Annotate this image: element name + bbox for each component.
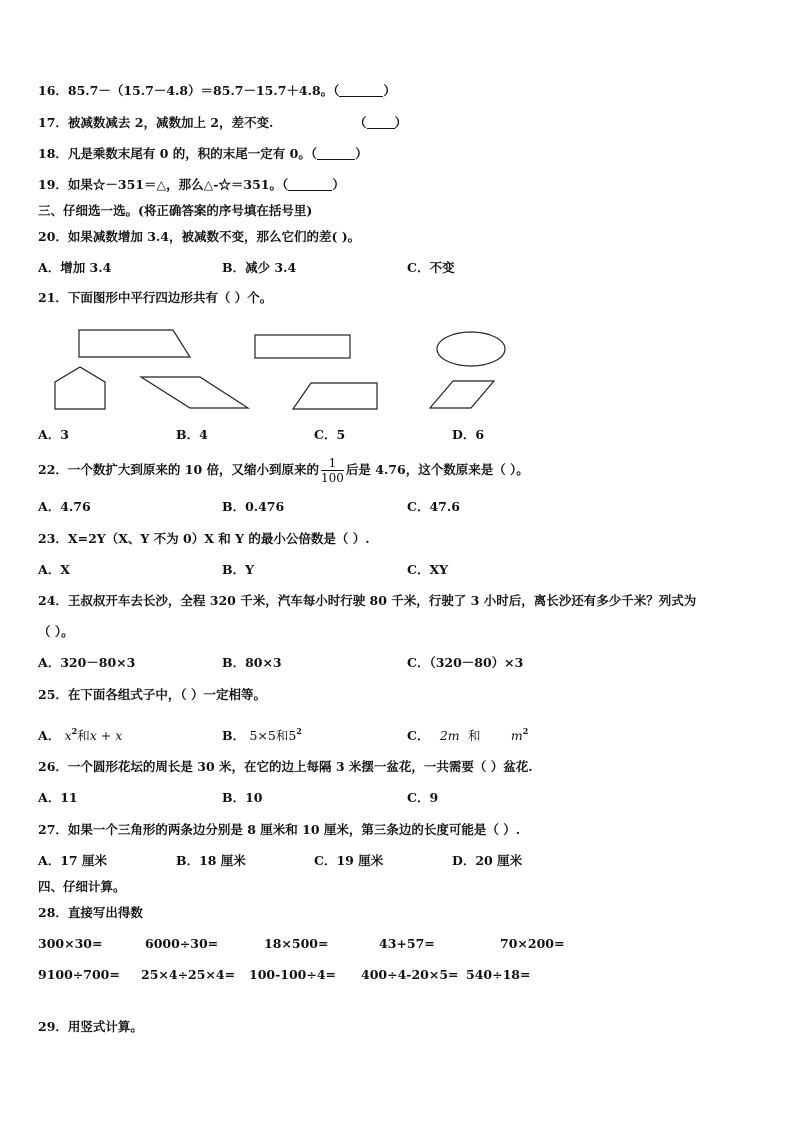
question-17: 17．被减数减去 2，减数加上 2，差不变. （ ）	[38, 115, 408, 130]
question-17-text: 17．被减数减去 2，减数加上 2，差不变.	[38, 115, 274, 130]
trapezoid-shape	[293, 383, 377, 409]
option-b[interactable]: B．80×3	[222, 655, 282, 670]
option-a[interactable]: A．3	[38, 427, 69, 442]
option-a[interactable]: A．17 厘米	[38, 853, 107, 868]
question-29: 29．用竖式计算。	[38, 1019, 143, 1034]
option-b[interactable]: B． 5×5和$5^2$	[222, 726, 302, 743]
question-16-text: 16．85.7－（15.7－4.8）＝85.7－15.7＋4.8。（	[38, 83, 340, 98]
question-22: 22．一个数扩大到原来的 10 倍，又缩小到原来的 $\frac{1}{100}$ 后是 4.76，这个数原来是（ ）。	[38, 456, 529, 485]
option-d[interactable]: D．6	[452, 427, 485, 442]
option-c[interactable]: C． 2m 和 $m^2$	[407, 726, 529, 743]
calc-item: 9100÷700=	[38, 967, 120, 982]
question-24: 24．王叔叔开车去长沙，全程 320 千米，汽车每小时行驶 80 千米，行驶了 3 小时后，离长沙还有多少千米？列式为	[38, 593, 697, 608]
option-b[interactable]: B．Y	[222, 562, 254, 577]
option-c[interactable]: C．不变	[407, 260, 455, 275]
option-c[interactable]: C．19 厘米	[314, 853, 384, 868]
parallelogram-shape-1	[141, 377, 248, 408]
option-c[interactable]: C．47.6	[407, 499, 460, 514]
calc-item: 400÷4-20×5=	[361, 967, 459, 982]
section-3-heading: 三、仔细选一选。(将正确答案的序号填在括号里)	[38, 203, 313, 218]
calc-item: 100-100÷4=	[249, 967, 337, 982]
pentagon-shape	[55, 367, 105, 409]
option-b[interactable]: B．减少 3.4	[222, 260, 297, 275]
option-b[interactable]: B．0.476	[222, 499, 285, 514]
option-a[interactable]: A．X	[38, 562, 70, 577]
question-26: 26．一个圆形花坛的周长是 30 米，在它的边上每隔 3 米摆一盆花，一共需要（ ）盆花.	[38, 759, 533, 774]
option-a[interactable]: A．4.76	[38, 499, 91, 514]
calc-item: 540÷18=	[466, 967, 531, 982]
question-27: 27．如果一个三角形的两条边分别是 8 厘米和 10 厘米，第三条边的长度可能是（ ）.	[38, 822, 521, 837]
option-c[interactable]: C．9	[407, 790, 439, 805]
option-c[interactable]: C．XY	[407, 562, 449, 577]
option-b[interactable]: B．18 厘米	[176, 853, 246, 868]
option-d[interactable]: D．20 厘米	[452, 853, 523, 868]
ellipse-shape	[437, 332, 505, 366]
calc-item: 43+57=	[379, 936, 435, 951]
calc-item: 6000÷30=	[145, 936, 219, 951]
question-20: 20．如果减数增加 3.4，被减数不变，那么它们的差( )。	[38, 229, 361, 244]
option-c[interactable]: C．（320－80）×3	[407, 655, 524, 670]
question-18: 18．凡是乘数末尾有 0 的，积的末尾一定有 0。（ ）	[38, 146, 368, 161]
option-c[interactable]: C．5	[314, 427, 346, 442]
option-b[interactable]: B．10	[222, 790, 263, 805]
question-19-text: 19．如果☆－351＝△，那么△-☆＝351。（	[38, 177, 289, 192]
question-24-continuation: （ ）。	[38, 624, 74, 639]
question-28: 28．直接写出得数	[38, 905, 143, 920]
option-a[interactable]: A．11	[38, 790, 78, 805]
option-a[interactable]: A． $x^2$和x + x	[38, 726, 123, 743]
option-a[interactable]: A．320－80×3	[38, 655, 136, 670]
calc-item: 300×30=	[38, 936, 103, 951]
question-18-text: 18．凡是乘数末尾有 0 的，积的末尾一定有 0。（	[38, 146, 318, 161]
calc-item: 70×200=	[500, 936, 565, 951]
calc-item: 18×500=	[264, 936, 329, 951]
calc-item: 25×4÷25×4=	[141, 967, 236, 982]
question-23: 23．X=2Y（X、Y 不为 0）X 和 Y 的最小公倍数是（ ）.	[38, 531, 370, 546]
rectangle-shape	[255, 335, 350, 358]
option-a[interactable]: A．增加 3.4	[38, 260, 112, 275]
section-4-heading: 四、仔细计算。	[38, 879, 126, 894]
question-16: 16．85.7－（15.7－4.8）＝85.7－15.7＋4.8。（ ）	[38, 83, 396, 98]
option-b[interactable]: B．4	[176, 427, 208, 442]
parallelogram-shape-2	[430, 381, 494, 408]
question-19: 19．如果☆－351＝△，那么△-☆＝351。（ ）	[38, 177, 345, 192]
right-trapezoid-shape	[79, 330, 190, 357]
fraction: $\frac{1}{100}$	[321, 456, 344, 485]
question-25: 25．在下面各组式子中，（ ）一定相等。	[38, 687, 266, 702]
question-21: 21．下面图形中平行四边形共有（ ）个。	[38, 290, 273, 305]
